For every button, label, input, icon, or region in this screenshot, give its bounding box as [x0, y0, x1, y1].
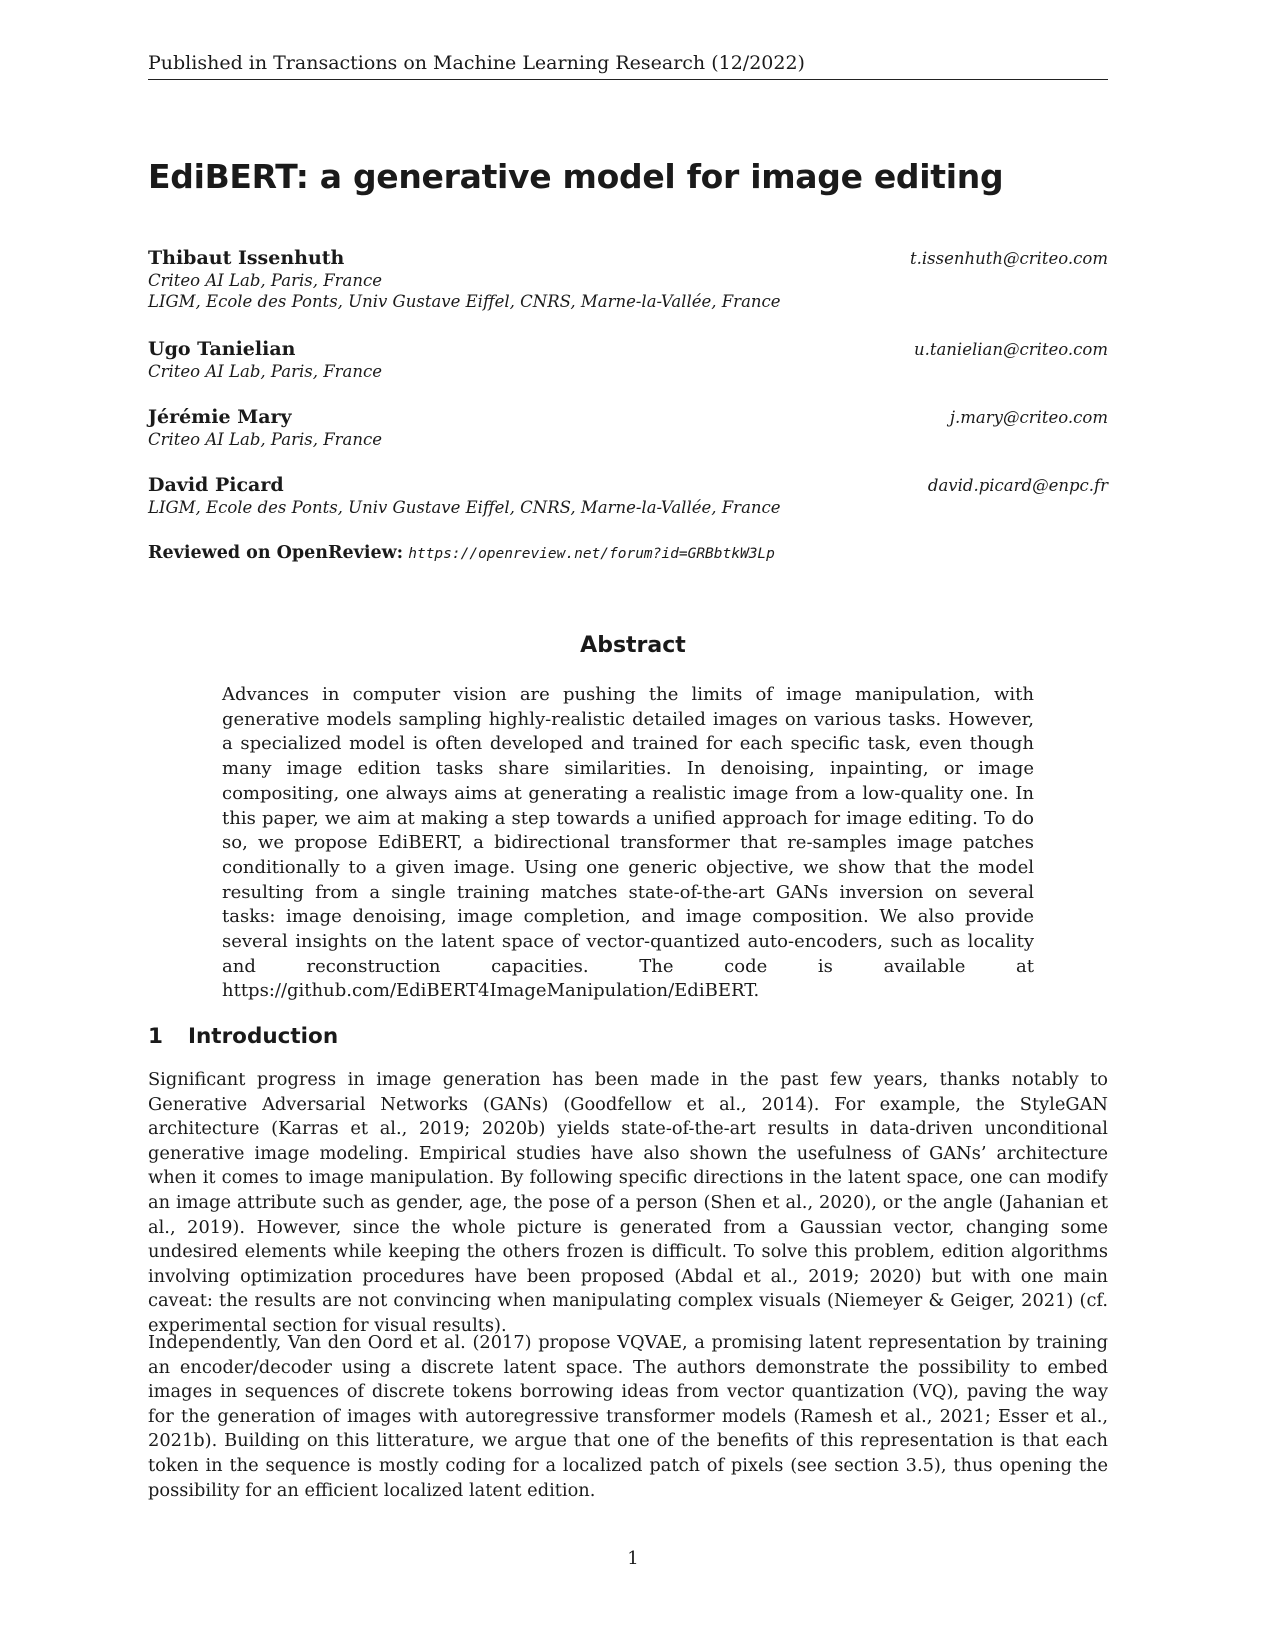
review-label: Reviewed on OpenReview:: [148, 543, 404, 563]
author-name: Jérémie Mary: [148, 406, 292, 428]
body-paragraph: Independently, Van den Oord et al. (2017) propose VQVAE, a promising latent representation by training an encoder/decoder using a discrete latent space. The authors demonstrate the possibility to embed images in sequences of discrete tokens borrowing ideas from vector quantization (VQ), paving the way for the generation of images with autoregressive transformer models (Ramesh et al., 2021; Esser et al., 2021b). Building on this litterature, we argue that one of the benefits of this representation is that each token in the sequence is mostly coding for a localized patch of pixels (see section 3.5), thus opening the possibility for an efficient localized latent edition.: [148, 1332, 1108, 1501]
author-affiliation: LIGM, Ecole des Ponts, Univ Gustave Eiffel, CNRS, Marne-la-Vallée, France: [148, 498, 781, 517]
author-name: David Picard: [148, 474, 284, 496]
author-email: j.mary@criteo.com: [949, 408, 1108, 427]
review-line: [148, 543, 775, 563]
body-paragraph: Significant progress in image generation has been made in the past few years, thanks notably to Generative Adversarial Networks (GANs) (Goodfellow et al., 2014). For example, the StyleGAN architecture (Karras et al., 2019; 2020b) yields state-of-the-art results in data-driven unconditional generative image modeling. Empirical studies have also shown the usefulness of GANs’ architecture when it comes to image manipulation. By following specific directions in the latent space, one can modify an image attribute such as gender, age, the pose of a person (Shen et al., 2020), or the angle (Jahanian et al., 2019). However, since the whole picture is generated from a Gaussian vector, changing some undesired elements while keeping the others frozen is difficult. To solve this problem, edition algorithms involving optimization procedures have been proposed (Abdal et al., 2019; 2020) but with one main caveat: the results are not convincing when manipulating complex visuals (Niemeyer & Geiger, 2021) (cf. experimental section for visual results).: [148, 1069, 1108, 1336]
paper-title: EdiBERT: a generative model for image editing: [148, 157, 1004, 196]
author-affiliation: Criteo AI Lab, Paris, France: [148, 362, 383, 381]
author-name: Ugo Tanielian: [148, 338, 296, 360]
running-header: Published in Transactions on Machine Learning Research (12/2022): [148, 52, 805, 74]
abstract-heading: Abstract: [580, 633, 686, 658]
header-rule: [148, 79, 1108, 80]
openreview-link[interactable]: https://openreview.net/forum?id=GRBbtkW3Lp: [408, 546, 775, 562]
section-number: 1: [148, 1024, 163, 1049]
author-email: t.issenhuth@criteo.com: [910, 249, 1108, 268]
section-heading: [148, 1024, 338, 1049]
page-number: 1: [627, 1548, 639, 1569]
author-affiliation: Criteo AI Lab, Paris, France: [148, 271, 383, 290]
author-affiliation: LIGM, Ecole des Ponts, Univ Gustave Eiffel, CNRS, Marne-la-Vallée, France: [148, 292, 781, 311]
author-name: Thibaut Issenhuth: [148, 247, 345, 269]
author-email: david.picard@enpc.fr: [927, 476, 1108, 495]
abstract-text: Advances in computer vision are pushing the limits of image manipulation, with generative models sampling highly-realistic detailed images on various tasks. However, a specialized model is often developed and trained for each specific task, even though many image edition tasks share similarities. In denoising, inpainting, or image compositing, one always aims at generating a realistic image from a low-quality one. In this paper, we aim at making a step towards a unified approach for image editing. To do so, we propose EdiBERT, a bidirectional transformer that re-samples image patches conditionally to a given image. Using one generic objective, we show that the model resulting from a single training matches state-of-the-art GANs inversion on several tasks: image denoising, image completion, and image composition. We also provide several insights on the latent space of vector-quantized auto-encoders, such as locality and reconstruction capacities. The code is available at https://github.com/EdiBERT4ImageManipulation/EdiBERT.: [222, 684, 1034, 1002]
author-email: u.tanielian@criteo.com: [913, 340, 1108, 359]
section-title: Introduction: [188, 1024, 339, 1049]
author-affiliation: Criteo AI Lab, Paris, France: [148, 430, 383, 449]
